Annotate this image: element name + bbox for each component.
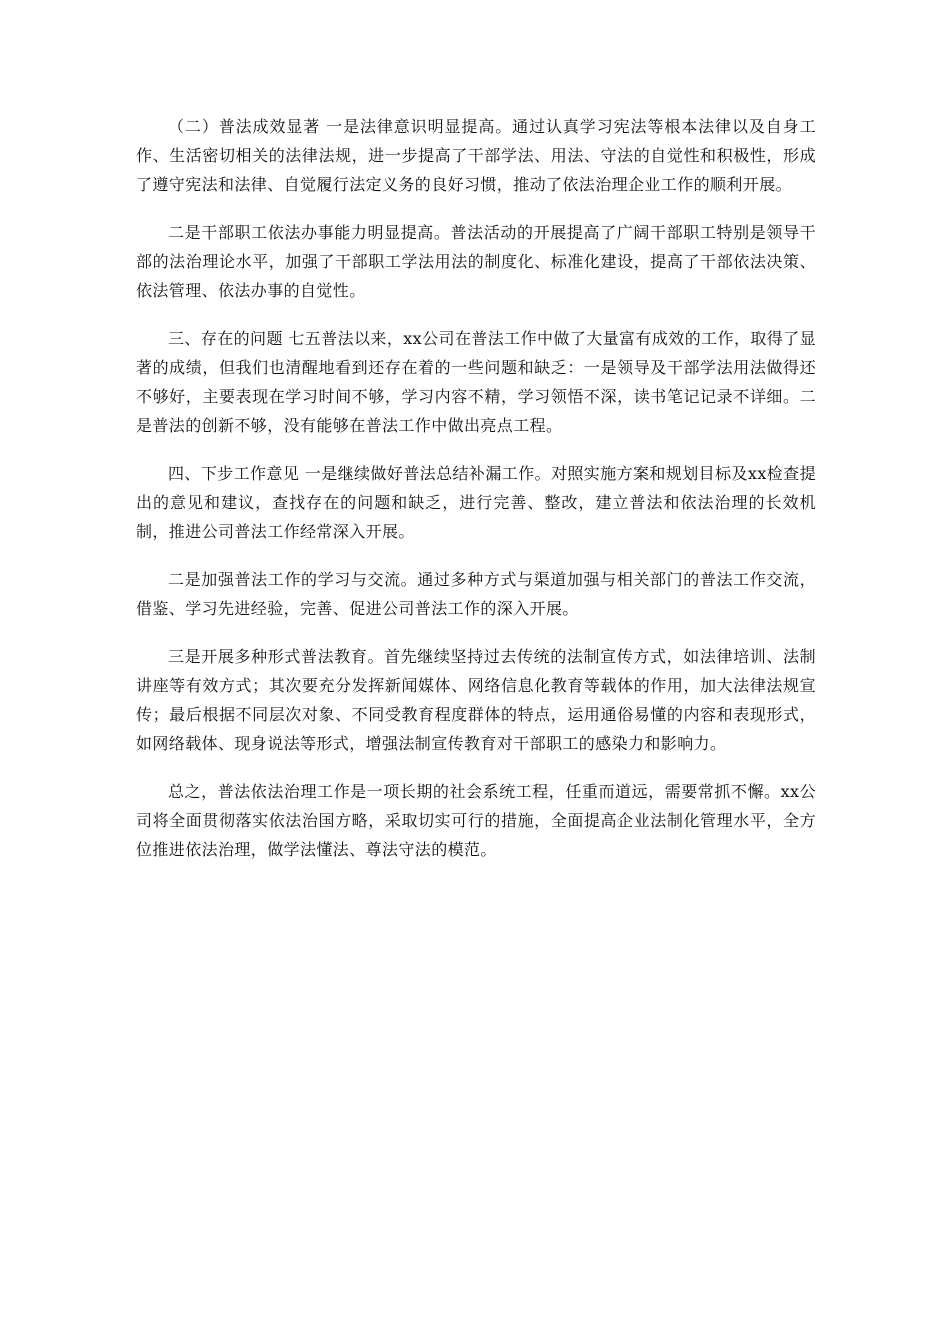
paragraph-education-forms: 三是开展多种形式普法教育。首先继续坚持过去传统的法制宣传方式，如法律培训、法制讲座等有效方式；其次要充分发挥新闻媒体、网络信息化教育等载体的作用，加大法律法规宣传；最后根据不同层次对象、不同受教育程度群体的特点，运用通俗易懂的内容和表现形式，如网络载体、现身说法等形式，增强法制宣传教育对干部职工的感染力和影响力。: [136, 647, 816, 753]
paragraph-study-exchange: 二是加强普法工作的学习与交流。通过多种方式与渠道加强与相关部门的普法工作交流，借鉴、学习先进经验，完善、促进公司普法工作的深入开展。: [136, 570, 816, 618]
paragraph-legal-awareness: （二）普法成效显著 一是法律意识明显提高。通过认真学习宪法等根本法律以及自身工作、生活密切相关的法律法规，进一步提高了干部学法、用法、守法的自觉性和积极性，形成了遵守宪法和法律、自觉履行法定义务的良好习惯，推动了依法治理企业工作的顺利开展。: [136, 117, 816, 194]
paragraph-cadre-capability: 二是干部职工依法办事能力明显提高。普法活动的开展提高了广阔干部职工特别是领导干部的法治理论水平，加强了干部职工学法用法的制度化、标准化建设，提高了干部依法决策、依法管理、依法办事的自觉性。: [136, 223, 816, 300]
paragraph-existing-problems: 三、存在的问题 七五普法以来，xx公司在普法工作中做了大量富有成效的工作，取得了显著的成绩，但我们也清醒地看到还存在着的一些问题和缺乏：一是领导及干部学法用法做得还不够好，主要表现在学习时间不够，学习内容不精，学习领悟不深，读书笔记记录不详细。二是普法的创新不够，没有能够在普法工作中做出亮点工程。: [136, 329, 816, 435]
paragraph-next-steps: 四、下步工作意见 一是继续做好普法总结补漏工作。对照实施方案和规划目标及xx检查提出的意见和建议，查找存在的问题和缺乏，进行完善、整改，建立普法和依法治理的长效机制，推进公司普法工作经常深入开展。: [136, 464, 816, 541]
paragraph-conclusion: 总之，普法依法治理工作是一项长期的社会系统工程，任重而道远，需要常抓不懈。xx公司将全面贯彻落实依法治国方略，采取切实可行的措施，全面提高企业法制化管理水平，全方位推进依法治理，做学法懂法、尊法守法的模范。: [136, 782, 816, 859]
document-page: [136, 112, 816, 883]
